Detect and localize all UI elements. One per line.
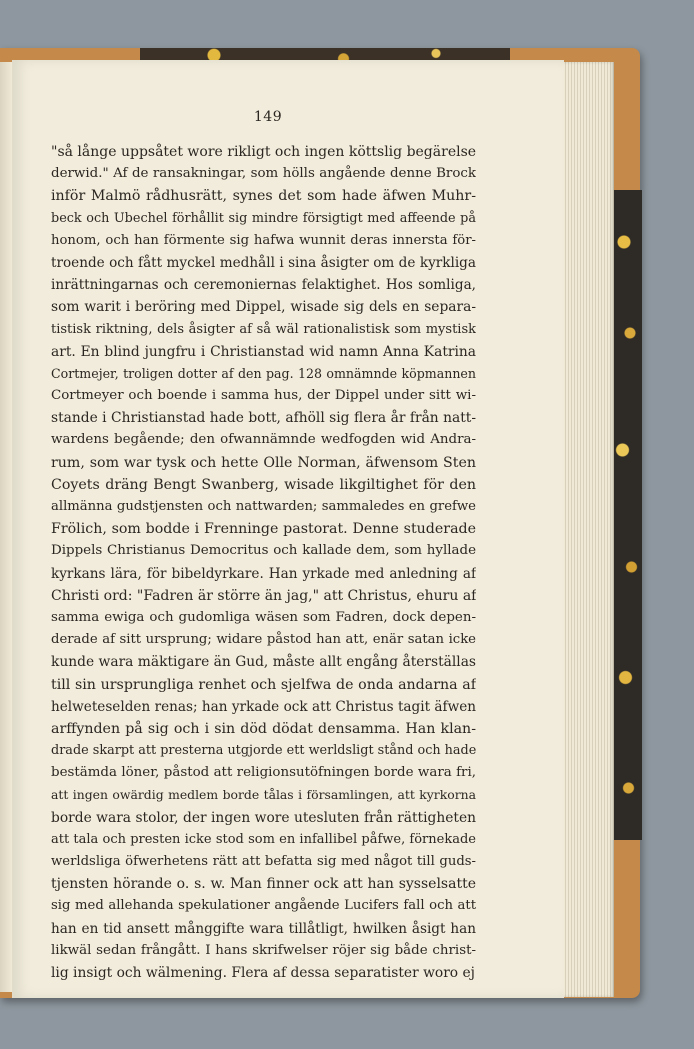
text-line: tjensten hörande o. s. w. Man finner ock att han sysselsatte — [51, 876, 476, 893]
text-line: drade skarpt att presterna utgjorde ett werldsligt stånd och hade — [51, 743, 476, 759]
page-number: 149 — [253, 109, 283, 125]
text-line: att tala och presten icke stod som en infallibel påfwe, förnekade — [51, 831, 476, 847]
text-line: Frölich, som bodde i Frenninge pastorat. Denne studerade — [51, 521, 476, 538]
text-line: derade af sitt ursprung; widare påstod han att, enär satan icke — [51, 632, 476, 648]
text-line: werldsliga öfwerhetens rätt att befatta sig med något till guds- — [51, 854, 476, 869]
text-line: honom, och han förmente sig hafwa wunnit deras innersta för- — [51, 232, 476, 248]
text-line: borde wara stolor, der ingen wore utesluten från rättigheten — [51, 809, 476, 826]
text-line: Coyets dräng Bengt Swanberg, wisade likgiltighet för den — [51, 476, 476, 493]
text-line: inrättningarnas och ceremoniernas felaktighet. Hos somliga, — [51, 277, 476, 294]
text-line: att ingen owärdig medlem borde tålas i församlingen, att kyrkorna — [51, 787, 476, 803]
text-line: art. En blind jungfru i Christianstad wid namn Anna Katrina — [51, 343, 476, 360]
text-line: stande i Christianstad hade bott, afhöll sig flera år från natt- — [51, 410, 476, 427]
text-line: Cortmejer, troligen dotter af den pag. 128 omnämnde köpmannen — [51, 365, 476, 381]
text-line: kyrkans lära, för bibeldyrkare. Han yrkade med anledning af — [51, 565, 476, 582]
text-line: kunde wara mäktigare än Gud, måste allt engång återställas — [51, 654, 476, 671]
text-line: sig med allehanda spekulationer angående Lucifers fall och att — [51, 898, 476, 914]
text-line: han en tid ansett månggifte wara tillåtligt, hwilken åsigt han — [51, 920, 476, 937]
text-line: samma ewiga och gudomliga wäsen som Fadren, dock depen- — [51, 609, 476, 625]
text-line: rum, som war tysk och hette Olle Norman, äfwensom Sten — [51, 454, 476, 471]
text-line: till sin ursprungliga renhet och sjelfwa de onda andarna af — [51, 676, 476, 693]
text-line: derwid." Af de ransakningar, som hölls angående denne Brock — [51, 166, 476, 182]
text-line: inför Malmö rådhusrätt, synes det som hade äfwen Muhr- — [51, 188, 476, 205]
text-line: Cortmeyer och boende i samma hus, der Dippel under sitt wi- — [51, 388, 476, 404]
text-line: "så långe uppsåtet wore rikligt och ingen köttslig begärelse — [51, 144, 476, 160]
text-line: lig insigt och wälmening. Flera af dessa separatister woro ej — [51, 964, 475, 981]
text-line: tistisk riktning, dels åsigter af så wäl rationalistisk som mystisk — [51, 321, 476, 337]
text-line: likwäl sedan frångått. I hans skrifwelser röjer sig både christ- — [51, 942, 476, 958]
text-line: beck och Ubechel förhållit sig mindre försigtigt med affeende på — [51, 210, 476, 226]
text-line: Dippels Christianus Democritus och kallade dem, som hyllade — [51, 543, 476, 559]
page-edges — [560, 62, 614, 997]
text-line: bestämda löner, påstod att religionsutöfningen borde wara fri, — [51, 765, 476, 781]
book-page — [12, 60, 564, 998]
marbled-spine — [612, 190, 642, 840]
text-line: arffynden på sig och i sin död dödat densamma. Han klan- — [51, 720, 476, 737]
text-line: allmänna gudstjensten och nattwarden; sammaledes en grefwe — [51, 499, 476, 514]
text-line: som warit i beröring med Dippel, wisade sig dels en separa- — [51, 299, 476, 316]
text-line: troende och fått myckel medhåll i sina åsigter om de kyrkliga — [51, 254, 476, 271]
body-text — [51, 141, 476, 984]
text-line: wardens begående; den ofwannämnde wedfogden wid Andra- — [51, 432, 476, 448]
text-line: Christi ord: "Fadren är större än jag," att Christus, ehuru af — [51, 587, 476, 604]
text-line: helweteselden renas; han yrkade ock att Christus tagit äfwen — [51, 698, 476, 715]
